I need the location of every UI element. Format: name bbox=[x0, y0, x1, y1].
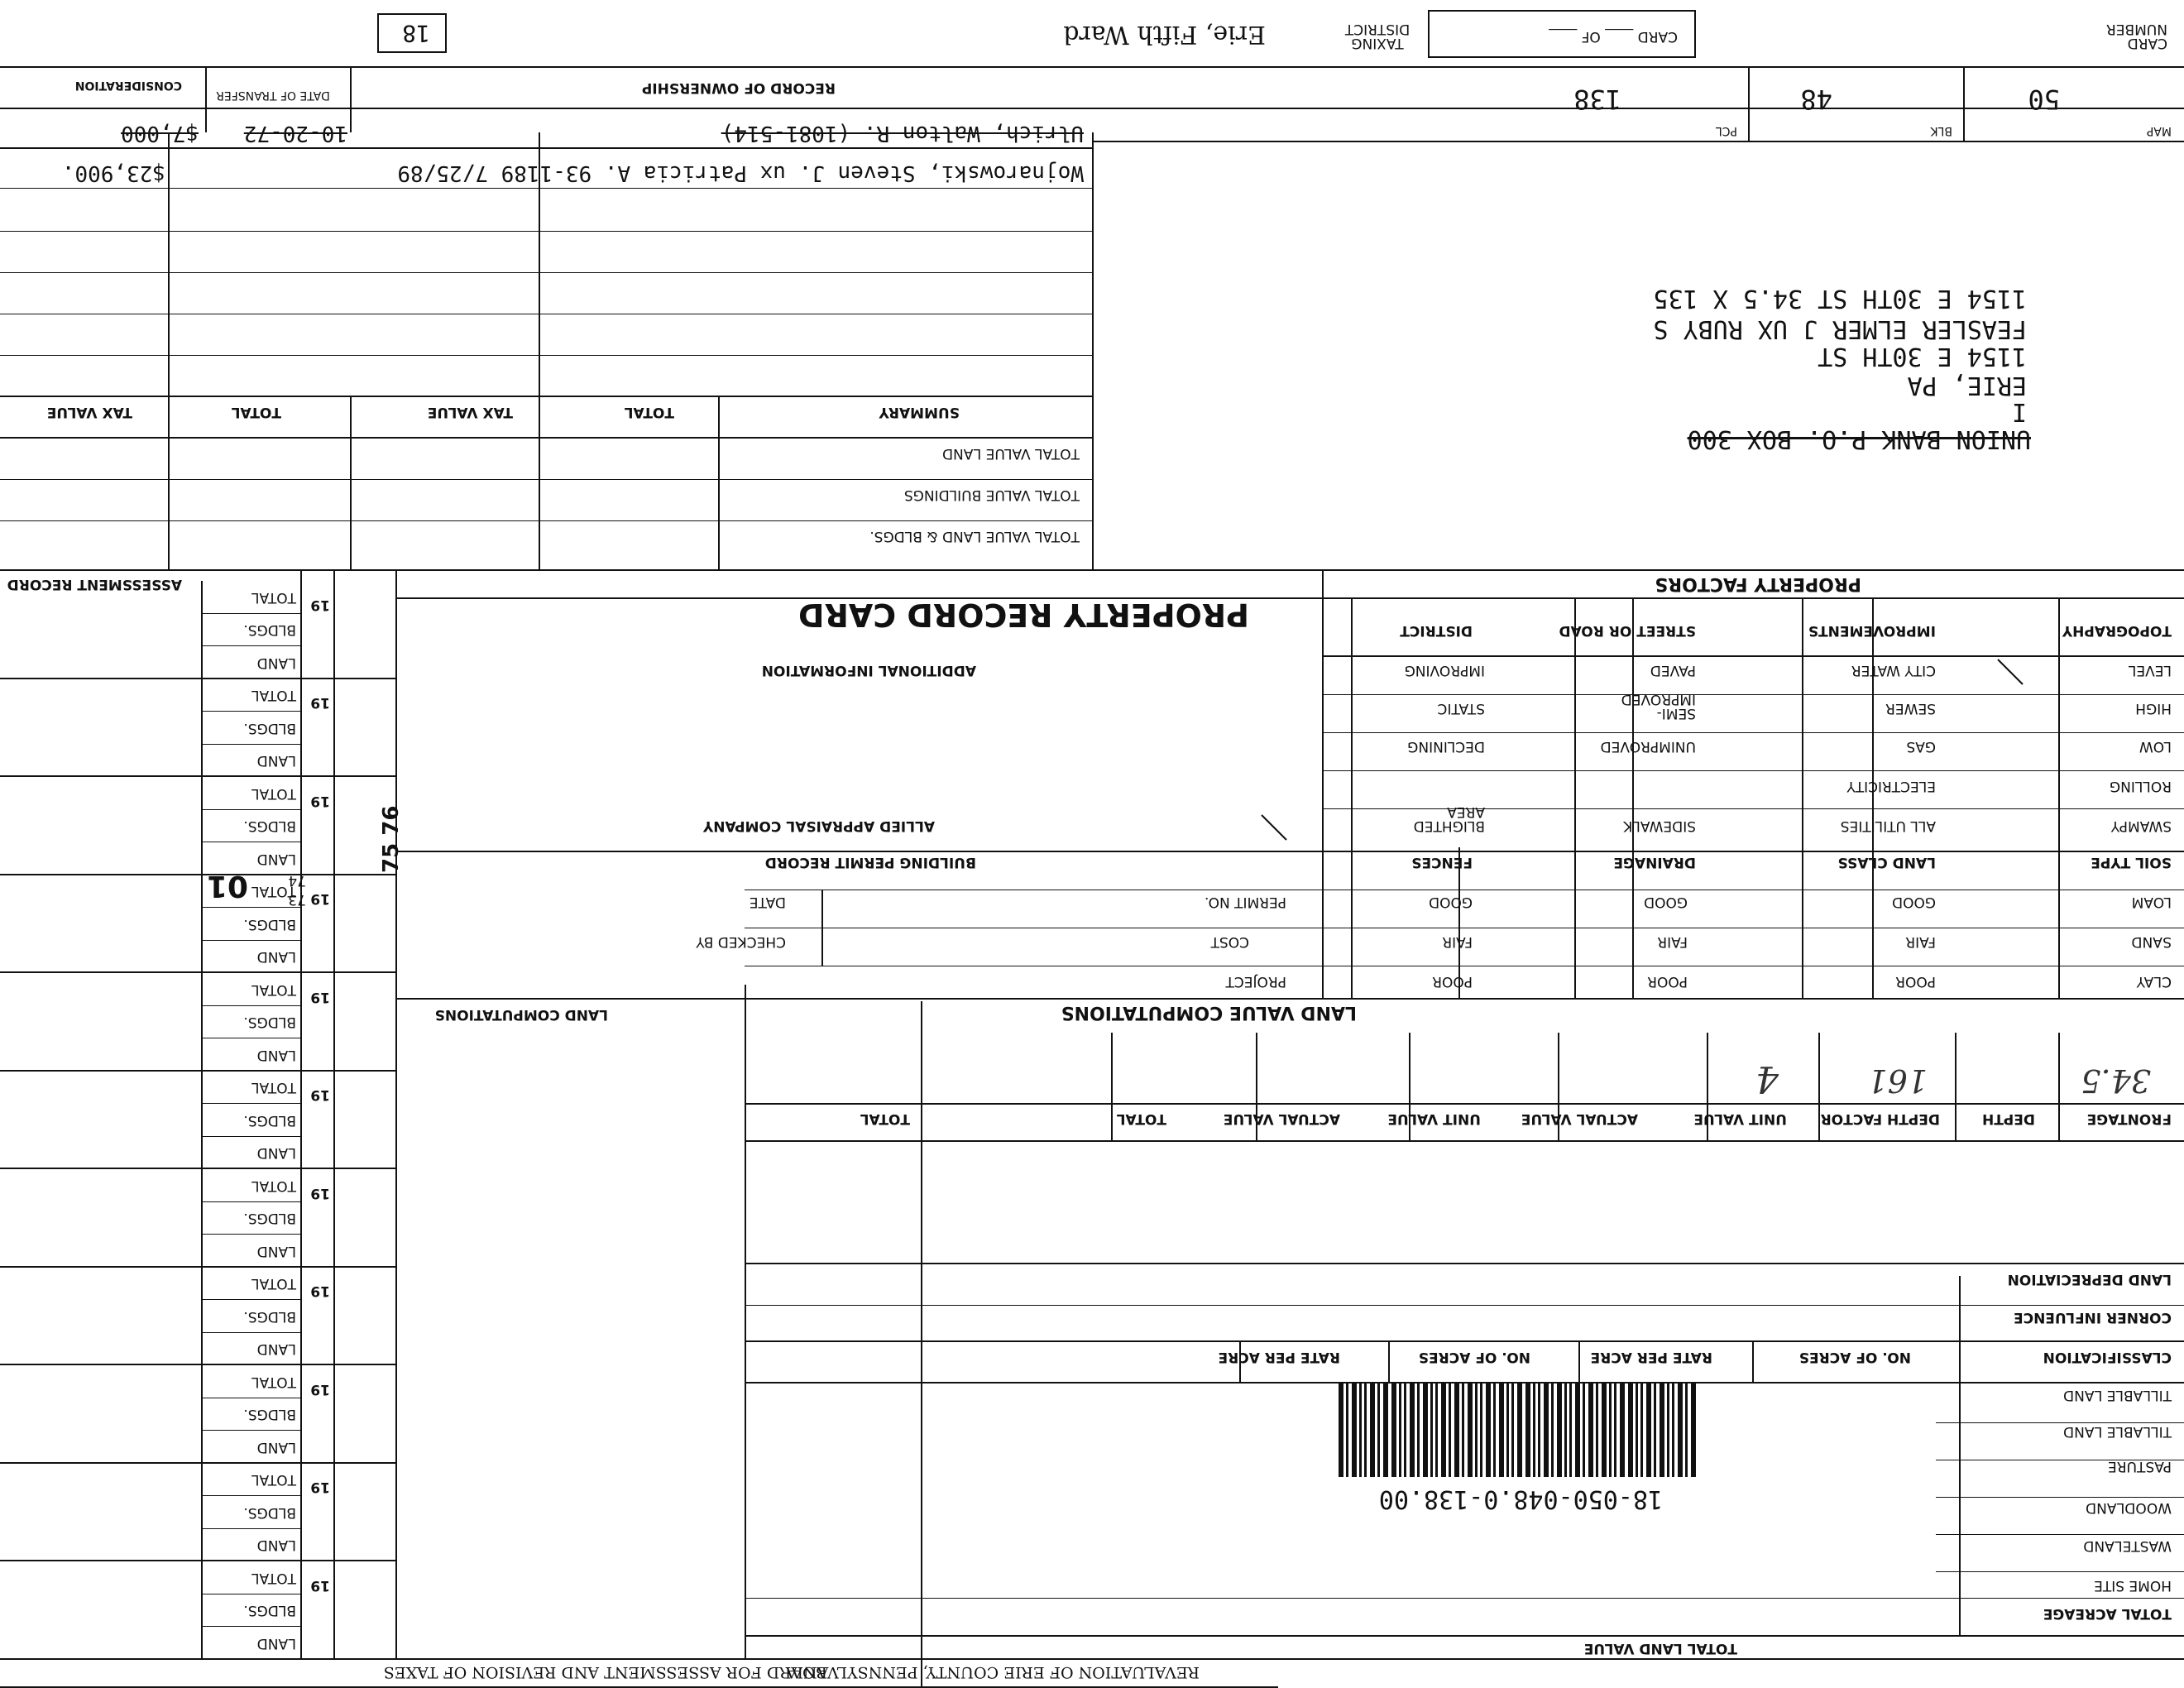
permit-checked-by: CHECKED BY bbox=[696, 933, 786, 950]
assessment-year-prefix: 19 bbox=[310, 890, 330, 908]
total-header-2: TOTAL bbox=[860, 1110, 910, 1127]
actual-value-header-1: ACTUAL VALUE bbox=[1521, 1110, 1638, 1127]
topo-high: HIGH bbox=[2135, 700, 2172, 717]
soil-sand-fair-2: FAIR bbox=[1657, 933, 1688, 950]
assessment-label: TOTAL bbox=[251, 883, 296, 900]
assessment-label: LAND bbox=[256, 1047, 296, 1063]
assessment-record-title: ASSESSMENT RECORD bbox=[7, 576, 182, 592]
topo-rolling: ROLLING bbox=[2109, 778, 2172, 794]
additional-information: ADDITIONAL INFORMATION bbox=[761, 662, 976, 679]
handwritten-depth-factor: 161 bbox=[1867, 1062, 1928, 1099]
map-label: MAP bbox=[2146, 124, 2172, 137]
street-semi-improved: SEMI-IMPROVED bbox=[1621, 691, 1696, 722]
assessment-label: BLDGS. bbox=[243, 1308, 296, 1325]
soil-loam: LOAM bbox=[2131, 894, 2172, 910]
pcl-value: 138 bbox=[1573, 84, 1621, 115]
permit-project: PROJECT bbox=[1225, 973, 1286, 990]
address-line-5: FEASLER ELMER J UX RUBY S bbox=[1653, 314, 2027, 343]
summary-header: SUMMARY bbox=[879, 404, 960, 420]
assessment-label: TOTAL bbox=[251, 687, 296, 704]
permit-no: PERMIT NO. bbox=[1204, 894, 1286, 910]
imp-sewer: SEWER bbox=[1885, 700, 1936, 717]
assessment-year-prefix: 19 bbox=[310, 1381, 330, 1398]
district-declining: DECLINING bbox=[1407, 738, 1485, 755]
assessment-label: TOTAL bbox=[251, 1374, 296, 1390]
consideration-label: CONSIDERATION bbox=[74, 79, 182, 92]
address-line-2: I bbox=[2011, 397, 2027, 426]
header-title: REVALUATION OF ERIE COUNTY, PENNSYLVANIA bbox=[785, 1663, 1200, 1681]
street-paved: PAVED bbox=[1650, 662, 1696, 679]
street-unimproved: UNIMPROVED bbox=[1600, 738, 1696, 755]
summary-tax-value-1: TAX VALUE bbox=[427, 404, 513, 420]
soil-clay-poor-1: POOR bbox=[1895, 973, 1936, 990]
imp-all-utilities: ALL UTILITIES bbox=[1840, 818, 1936, 834]
land-class-header: LAND CLASS bbox=[1837, 854, 1936, 870]
assessment-label: BLDGS. bbox=[243, 1112, 296, 1129]
summary-total-2: TOTAL bbox=[231, 404, 281, 420]
total-acreage-label: TOTAL ACREAGE bbox=[2043, 1605, 2172, 1622]
depth-factor-header: DEPTH FACTOR bbox=[1820, 1110, 1940, 1127]
soil-sand: SAND bbox=[2131, 933, 2172, 950]
land-depreciation-label: LAND DEPRECIATION bbox=[2007, 1271, 2172, 1288]
soil-loam-good-1: GOOD bbox=[1891, 894, 1936, 910]
blk-label: BLK bbox=[1930, 124, 1952, 137]
parcel-id: 18-050-048.0-138.00 bbox=[1378, 1484, 1663, 1513]
depth-header: DEPTH bbox=[1981, 1110, 2035, 1127]
owner-entry-1-name: Wojnarowski, Steven J. ux Patricia A. 93-1189 7/25/89 bbox=[397, 161, 1084, 185]
imp-electricity: ELECTRICITY bbox=[1846, 778, 1936, 794]
drainage-header: DRAINAGE bbox=[1613, 854, 1696, 870]
acres-header-2: NO. OF ACRES bbox=[1418, 1349, 1530, 1365]
assessment-year-prefix: 19 bbox=[310, 1577, 330, 1594]
summary-row-land: TOTAL VALUE LAND bbox=[941, 445, 1080, 462]
district-static: STATIC bbox=[1437, 700, 1485, 717]
assessment-label: BLDGS. bbox=[243, 916, 296, 933]
soil-sand-fair-1: FAIR bbox=[1905, 933, 1936, 950]
property-record-card-title: PROPERTY RECORD CARD bbox=[798, 597, 1249, 633]
soil-clay-poor-2: POOR bbox=[1647, 973, 1688, 990]
assessment-year-prefix: 19 bbox=[310, 793, 330, 809]
district-improving: IMPROVING bbox=[1404, 662, 1485, 679]
actual-value-header-2: ACTUAL VALUE bbox=[1223, 1110, 1340, 1127]
assessment-label: BLDGS. bbox=[243, 621, 296, 639]
corner-influence-label: CORNER INFLUENCE bbox=[2014, 1309, 2172, 1326]
assessment-label: LAND bbox=[256, 1144, 296, 1162]
card-number-label: CARD NUMBER bbox=[2105, 21, 2167, 51]
land-computations-label: LAND COMPUTATIONS bbox=[434, 1006, 608, 1023]
district-blighted-area: BLIGHTED AREA bbox=[1413, 803, 1485, 834]
classification-header: CLASSIFICATION bbox=[2043, 1349, 2172, 1365]
woodland-label: WOODLAND bbox=[2086, 1499, 2172, 1516]
handwritten-unit-value: 4 bbox=[1755, 1057, 1779, 1100]
map-value: 50 bbox=[2028, 84, 2060, 115]
assessment-year-prefix: 19 bbox=[310, 1185, 330, 1201]
card-of-box bbox=[1428, 10, 1696, 58]
assessment-label: LAND bbox=[256, 752, 296, 770]
total-land-value-label: TOTAL LAND VALUE bbox=[1583, 1640, 1737, 1657]
assessment-label: BLDGS. bbox=[243, 1210, 296, 1227]
unit-value-header-2: UNIT VALUE bbox=[1387, 1110, 1481, 1127]
building-permit-title: BUILDING PERMIT RECORD bbox=[764, 854, 976, 870]
summary-tax-value-2: TAX VALUE bbox=[46, 404, 132, 420]
assessment-label: TOTAL bbox=[251, 1079, 296, 1096]
street-sidewalk: SIDEWALK bbox=[1623, 818, 1696, 834]
unit-value-header-1: UNIT VALUE bbox=[1693, 1110, 1787, 1127]
date-of-transfer-label: DATE OF TRANSFER bbox=[216, 89, 330, 102]
check-mark-icon bbox=[1257, 811, 1291, 844]
owner-entry-2-amount: $7,000 bbox=[121, 121, 199, 146]
summary-total-1: TOTAL bbox=[624, 404, 674, 420]
soil-loam-good-2: GOOD bbox=[1643, 894, 1688, 910]
permit-date: DATE bbox=[749, 894, 786, 910]
topo-swampy: SWAMPY bbox=[2110, 818, 2172, 834]
rate-header-2: RATE PER ACRE bbox=[1218, 1349, 1340, 1365]
imp-city-water: CITY WATER bbox=[1851, 662, 1936, 679]
card-of-label: CARD ____ OF ____ bbox=[1549, 28, 1678, 45]
street-header: STREET OR ROAD bbox=[1559, 622, 1696, 639]
assessment-label: LAND bbox=[256, 1243, 296, 1259]
summary-row-buildings: TOTAL VALUE BUILDINGS bbox=[903, 487, 1080, 503]
frontage-header: FRONTAGE bbox=[2086, 1110, 2172, 1127]
assessment-label: LAND bbox=[256, 851, 296, 867]
district-name: Erie, Fifth Ward bbox=[1063, 20, 1266, 49]
owner-entry-2-name: Ulrich, Walton R. (1081-514) bbox=[721, 121, 1084, 146]
assessment-label: BLDGS. bbox=[243, 818, 296, 835]
soil-clay: CLAY bbox=[2136, 973, 2172, 990]
soil-loam-good-3: GOOD bbox=[1428, 894, 1473, 910]
home-site-label: HOME SITE bbox=[2094, 1577, 2172, 1594]
address-line-1: UNION BANK P.O. BOX 300 bbox=[1687, 424, 2031, 453]
district-code-box bbox=[377, 13, 447, 53]
property-factors-title: PROPERTY FACTORS bbox=[1655, 573, 1861, 594]
header-board: BOARD FOR ASSESSMENT AND REVISION OF TAXES bbox=[383, 1663, 827, 1681]
assessment-label: TOTAL bbox=[251, 1471, 296, 1489]
assessment-label: TOTAL bbox=[251, 981, 296, 998]
imp-gas: GAS bbox=[1906, 738, 1936, 755]
soil-sand-fair-3: FAIR bbox=[1442, 933, 1473, 950]
allied-appraisal-company: ALLIED APPRAISAL COMPANY bbox=[702, 818, 935, 834]
assessment-label: BLDGS. bbox=[243, 1406, 296, 1423]
district-header: DISTRICT bbox=[1400, 622, 1473, 639]
blk-value: 48 bbox=[1800, 84, 1832, 115]
owner-entry-1-amount: $23,900. bbox=[61, 161, 165, 185]
assessment-label: BLDGS. bbox=[243, 720, 296, 736]
assessment-label: LAND bbox=[256, 655, 296, 671]
land-value-computations-title: LAND VALUE COMPUTATIONS bbox=[1061, 1002, 1357, 1023]
assessment-year-prefix: 19 bbox=[310, 989, 330, 1005]
soil-type-header: SOIL TYPE bbox=[2091, 854, 2172, 870]
assessment-stamp-year-1: 73 bbox=[288, 891, 306, 908]
topography-header: TOPOGRAPHY bbox=[2062, 622, 2172, 639]
permit-cost: COST bbox=[1210, 933, 1249, 950]
address-line-4: 1154 E 30TH ST bbox=[1818, 342, 2027, 371]
summary-row-land-bldgs: TOTAL VALUE LAND & BLDGS. bbox=[869, 528, 1080, 544]
address-line-3: ERIE, PA bbox=[1907, 371, 2027, 400]
assessment-year-prefix: 19 bbox=[310, 1086, 330, 1104]
assessment-year-prefix: 19 bbox=[310, 1283, 330, 1300]
handwritten-frontage: 34.5 bbox=[2081, 1062, 2151, 1099]
assessment-label: TOTAL bbox=[251, 785, 296, 802]
assessment-label: BLDGS. bbox=[243, 1602, 296, 1619]
topo-low: LOW bbox=[2138, 738, 2172, 755]
assessment-vertical-year: 75 76 bbox=[379, 805, 404, 873]
assessment-label: TOTAL bbox=[251, 589, 296, 606]
assessment-label: LAND bbox=[256, 948, 296, 966]
assessment-label: TOTAL bbox=[251, 1570, 296, 1586]
record-of-ownership-title: RECORD OF OWNERSHIP bbox=[641, 79, 836, 96]
district-code: 18 bbox=[402, 20, 430, 47]
wasteland-label: WASTELAND bbox=[2083, 1537, 2172, 1554]
soil-clay-poor-3: POOR bbox=[1432, 973, 1473, 990]
check-mark-icon bbox=[1994, 655, 2027, 688]
assessment-label: LAND bbox=[256, 1439, 296, 1455]
tillable-land-label-2: TILLABLE LAND bbox=[2063, 1387, 2172, 1403]
address-line-6: 1154 E 30TH ST 34.5 X 135 bbox=[1653, 284, 2027, 313]
assessment-label: TOTAL bbox=[251, 1177, 296, 1194]
assessment-label: BLDGS. bbox=[243, 1014, 296, 1031]
assessment-year-prefix: 19 bbox=[310, 1479, 330, 1496]
assessment-year-prefix: 19 bbox=[310, 597, 330, 613]
assessment-stamp-number: 01 bbox=[206, 869, 248, 903]
total-header-1: TOTAL bbox=[1116, 1110, 1166, 1127]
assessment-year-prefix: 19 bbox=[310, 694, 330, 712]
improvements-header: IMPROVEMENTS bbox=[1808, 622, 1936, 639]
assessment-label: LAND bbox=[256, 1537, 296, 1554]
rate-header-1: RATE PER ACRE bbox=[1590, 1349, 1712, 1365]
pcl-label: PCL bbox=[1715, 124, 1737, 137]
fences-header: FENCES bbox=[1411, 854, 1473, 870]
assessment-label: LAND bbox=[256, 1340, 296, 1358]
pasture-label: PASTURE bbox=[2108, 1458, 2172, 1475]
assessment-label: BLDGS. bbox=[243, 1504, 296, 1521]
assessment-label: TOTAL bbox=[251, 1275, 296, 1292]
tillable-land-label-1: TILLABLE LAND bbox=[2063, 1423, 2172, 1440]
assessment-stamp-year-2: 74 bbox=[288, 872, 306, 889]
assessment-label: LAND bbox=[256, 1635, 296, 1652]
owner-entry-2-date: 10-20-72 bbox=[243, 121, 347, 146]
topo-level: LEVEL bbox=[2128, 662, 2172, 679]
acres-header-1: NO. OF ACRES bbox=[1798, 1349, 1911, 1365]
taxing-district-label: TAXING DISTRICT bbox=[1344, 21, 1410, 51]
barcode-icon bbox=[1324, 1378, 1696, 1477]
